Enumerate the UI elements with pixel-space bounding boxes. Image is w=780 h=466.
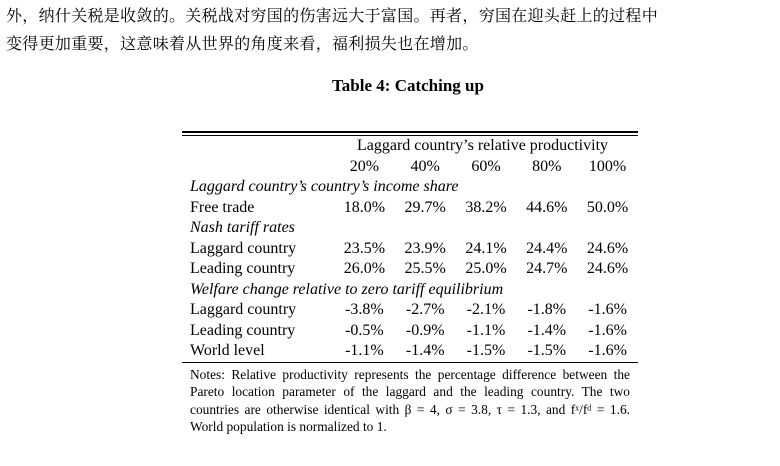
column-header: 20%	[349, 157, 380, 175]
cell: -0.9%	[405, 321, 445, 339]
section-row	[182, 177, 638, 198]
cell: -1.6%	[588, 321, 627, 339]
row-label: Leading country	[190, 260, 296, 278]
intro-line-2: 变得更加重要，这意味着从世界的角度来看，福利损失也在增加。	[6, 34, 479, 53]
cell: -1.6%	[588, 301, 627, 319]
row-label: Free trade	[190, 198, 255, 216]
cell: 29.7%	[404, 198, 446, 216]
table-row	[182, 198, 638, 219]
cell: -1.5%	[527, 342, 567, 360]
cell: 38.2%	[465, 198, 507, 216]
span-header: Laggard country’s relative productivity	[356, 137, 609, 155]
column-header: 60%	[471, 157, 501, 175]
table-row	[182, 300, 638, 321]
cell: -2.1%	[466, 301, 506, 319]
table-row	[182, 239, 638, 260]
row-label: Laggard country	[190, 301, 297, 319]
intro-paragraph	[6, 2, 778, 58]
cell: 24.6%	[586, 260, 629, 278]
row-label: World level	[190, 342, 265, 360]
catching-up-table	[182, 131, 638, 436]
cell: 18.0%	[343, 198, 386, 216]
data-table	[182, 136, 638, 362]
cell: -3.8%	[345, 301, 384, 319]
cell: -1.1%	[345, 342, 384, 360]
cell: -1.1%	[466, 321, 506, 339]
table-notes: Notes: Relative productivity represents the percentage difference between the Pareto location parameter of the laggard and the leading country. The two countries are otherwise identical with β = 4, σ = 3.8, τ = 1.3, and fˣ/fᵈ = 1.6. World population is normalized to 1.	[190, 366, 630, 434]
cell: 24.6%	[586, 239, 629, 257]
cell: -1.4%	[527, 321, 567, 339]
row-label: Leading country	[190, 321, 296, 339]
cell: -1.5%	[466, 342, 506, 360]
table-row	[182, 321, 638, 342]
column-header: 40%	[410, 157, 440, 175]
section-title: Welfare change relative to zero tariff equilibrium	[190, 280, 504, 298]
cell: 24.7%	[526, 260, 568, 278]
section-row	[182, 218, 638, 239]
cell: -1.6%	[588, 342, 627, 360]
column-header-row	[182, 157, 638, 178]
span-header-row	[182, 136, 638, 157]
section-row	[182, 280, 638, 301]
cell: 24.1%	[465, 239, 507, 257]
section-title: Nash tariff rates	[190, 219, 295, 237]
cell: -0.5%	[345, 321, 384, 339]
cell: 23.9%	[404, 239, 446, 257]
cell: 25.0%	[465, 260, 507, 278]
cell: -1.4%	[405, 342, 445, 360]
table-caption: Table 4: Catching up	[332, 76, 484, 95]
cell: 44.6%	[526, 198, 568, 216]
section-title: Laggard country’s country’s income share	[190, 178, 459, 196]
cell: -1.8%	[527, 301, 567, 319]
intro-line-1: 外，纳什关税是收敛的。关税战对穷国的伤害远大于富国。再者，穷国在迎头赶上的过程中	[6, 6, 659, 25]
table-row	[182, 259, 638, 280]
row-label: Laggard country	[190, 239, 297, 257]
column-header: 100%	[588, 157, 627, 175]
cell: 50.0%	[586, 198, 629, 216]
cell: 23.5%	[343, 239, 386, 257]
cell: 25.5%	[404, 260, 446, 278]
cell: 24.4%	[526, 239, 568, 257]
cell: 26.0%	[343, 260, 386, 278]
column-header: 80%	[532, 157, 562, 175]
cell: -2.7%	[405, 301, 445, 319]
table-row	[182, 341, 638, 362]
